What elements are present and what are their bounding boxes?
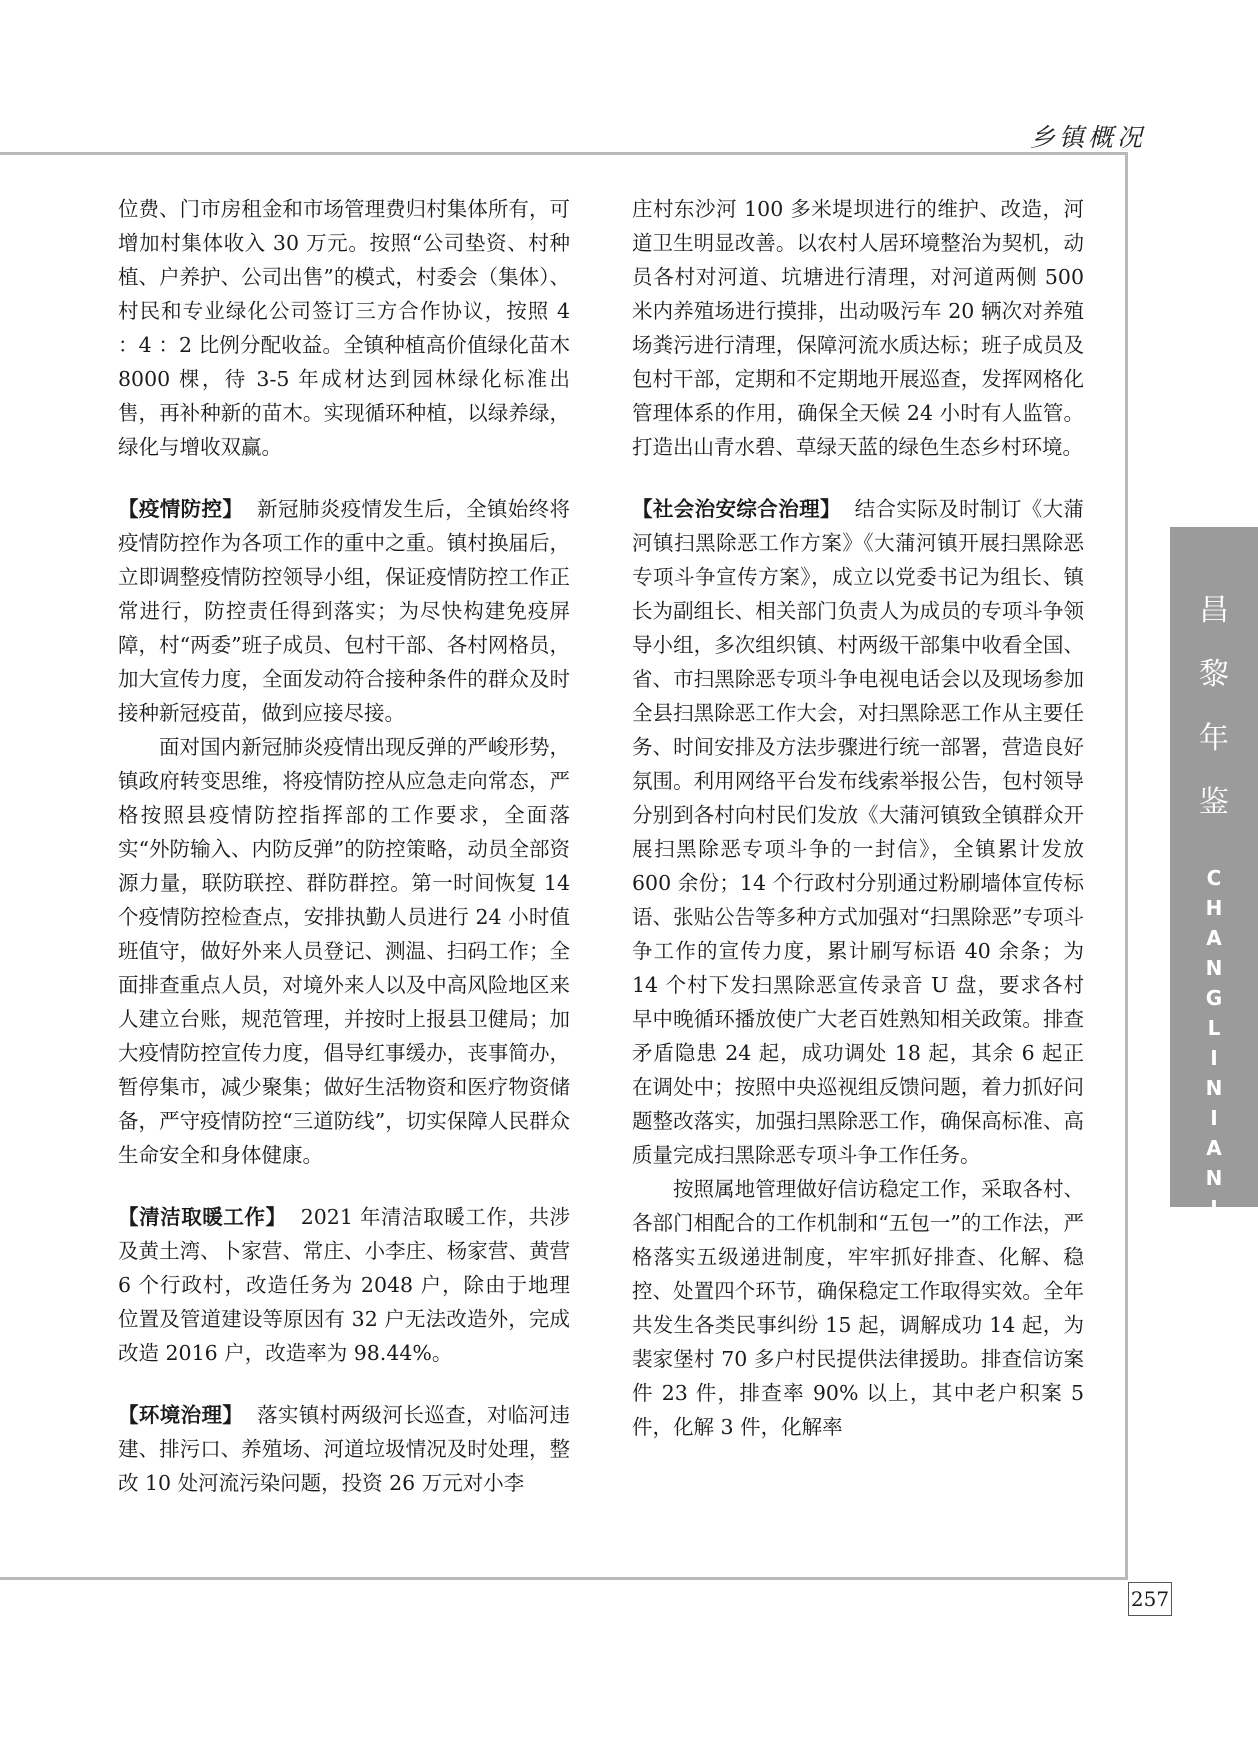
side-tab-en-letter: I: [1210, 1226, 1218, 1250]
side-tab-en-letter: N: [1205, 1166, 1223, 1190]
section-public-security: [632, 492, 1084, 1172]
side-tab-en-letter: J: [1210, 1196, 1218, 1220]
paragraph-environment: 落实镇村两级河长巡查，对临河违建、排污口、养殖场、河道垃圾情况及时处理，整改 10 处河流污染问题，投资 26 万元对小李: [118, 1403, 571, 1495]
side-tab-cn-char: 黎: [1199, 657, 1229, 692]
side-tab-en-letter: A: [1206, 1256, 1222, 1280]
paragraph-public-security-2: 按照属地管理做好信访稳定工作，采取各村、各部门相配合的工作机制和“五包一”的工作法，严格落实五级递进制度，牢牢抓好排查、化解、稳控、处置四个环节，确保稳定工作取得实效。全年共发生各类民事纠纷 15 起，调解成功 14 起，为裴家堡村 70 多户村民提供法律援助。排查信访案件 23 件，排查率 90% 以上，其中老户积案 5 件，化解 3 件，化解率: [632, 1177, 1084, 1439]
side-tab-en-letter: L: [1207, 1016, 1221, 1040]
side-tab-cn-char: 年: [1199, 721, 1229, 756]
paragraph-epidemic-2: 面对国内新冠肺炎疫情出现反弹的严峻形势，镇政府转变思维，将疫情防控从应急走向常态，严格按照县疫情防控指挥部的工作要求，全面落实“外防输入、内防反弹”的防控策略，动员全部资源力量，联防联控、群防群控。第一时间恢复 14 个疫情防控检查点，安排执勤人员进行 24 小时值班值守，做好外来人员登记、测温、扫码工作；全面排查重点人员，对境外来人以及中高风险地区来人建立台账，规范管理，并按时上报县卫健局；加大疫情防控宣传力度，倡导红事缓办，丧事简办，暂停集市，减少聚集；做好生活物资和医疗物资储备，严守疫情防控“三道防线”，切实保障人民群众生命安全和身体健康。: [118, 735, 570, 1167]
side-tab-en-letter: I: [1210, 1046, 1218, 1070]
side-tab-en-letter: I: [1210, 1106, 1218, 1130]
side-tab-en-letter: A: [1206, 1136, 1222, 1160]
paragraph-clean-heating: 2021 年清洁取暖工作，共涉及黄土湾、卜家营、常庄、小李庄、杨家营、黄营 6 个行政村，改造任务为 2048 户，除由于地理位置及管道建设等原因有 32 户无法改造外，完成改造 2016 户，改造率为 98.44%。: [118, 1205, 571, 1365]
side-tab-en-letter: H: [1205, 896, 1223, 920]
side-tab-cn-char: 昌: [1199, 593, 1229, 628]
paragraph-environment-continued: 庄村东沙河 100 多米堤坝进行的维护、改造，河道卫生明显改善。以农村人居环境整治为契机，动员各村对河道、坑塘进行清理，对河道两侧 500 米内养殖场进行摸排，出动吸污车 20 辆次对养殖场粪污进行清理，保障河流水质达标；班子成员及包村干部，定期和不定期地开展巡查，发挥网格化管理体系的作用，确保全天候 24 小时有人监管。打造出山青水碧、草绿天蓝的绿色生态乡村环境。: [632, 197, 1084, 459]
heading-clean-heating: 【清洁取暖工作】: [118, 1205, 287, 1229]
paragraph-greening-income: 位费、门市房租金和市场管理费归村集体所有，可增加村集体收入 30 万元。按照“公司垫资、村种植、户养护、公司出售”的模式，村委会（集体）、村民和专业绿化公司签订三方合作协议，按照 4 ：4 ：2 比例分配收益。全镇种植高价值绿化苗木 8000 棵，待 3-5 年成材达到园林绿化标准出售，再补种新的苗木。实现循环种植，以绿养绿，绿化与增收双赢。: [118, 197, 570, 459]
side-tab-cn-char: 鉴: [1199, 785, 1229, 820]
heading-public-security: 【社会治安综合治理】: [632, 497, 841, 521]
section-epidemic: [118, 492, 570, 730]
side-tab-en-letter: C: [1206, 866, 1222, 890]
page-number: 257: [1128, 1582, 1172, 1616]
section-title: 乡镇概况: [1030, 123, 1147, 152]
section-environment: [118, 1398, 570, 1500]
page-frame-bottom-rule: [0, 1577, 1128, 1580]
side-tab-chinese-title: [1170, 579, 1258, 835]
side-tab-en-letter: G: [1205, 986, 1223, 1010]
side-tab-en-letter: N: [1205, 1076, 1223, 1100]
side-tab-en-letter: N: [1205, 956, 1223, 980]
page-frame-top-rule: [0, 152, 1128, 155]
yearbook-side-tab: [1170, 527, 1258, 1310]
section-clean-heating: [118, 1200, 570, 1370]
side-tab-en-letter: A: [1206, 926, 1222, 950]
heading-epidemic: 【疫情防控】: [118, 497, 244, 521]
page-frame-right-rule: [1125, 152, 1128, 1580]
right-column: [632, 192, 1084, 1444]
paragraph-epidemic-1: 新冠肺炎疫情发生后，全镇始终将疫情防控作为各项工作的重中之重。镇村换届后，立即调整疫情防控领导小组，保证疫情防控工作正常进行，防控责任得到落实；为尽快构建免疫屏障，村“两委”班子成员、包村干部、各村网格员，加大宣传力度，全面发动符合接种条件的群众及时接种新冠疫苗，做到应接尽接。: [118, 497, 571, 725]
side-tab-english-title: [1170, 863, 1258, 1313]
heading-environment: 【环境治理】: [118, 1403, 244, 1427]
paragraph-public-security-1: 结合实际及时制订《大蒲河镇扫黑除恶工作方案》《大蒲河镇开展扫黑除恶专项斗争宣传方案》，成立以党委书记为组长、镇长为副组长、相关部门负责人为成员的专项斗争领导小组，多次组织镇、村两级干部集中收看全国、省、市扫黑除恶专项斗争电视电话会以及现场参加全县扫黑除恶工作大会，对扫黑除恶工作从主要任务、时间安排及方法步骤进行统一部署，营造良好氛围。利用网络平台发布线索举报公告，包村领导分别到各村向村民们发放《大蒲河镇致全镇群众开展扫黑除恶专项斗争的一封信》，全镇累计发放 600 余份；14 个行政村分别通过粉刷墙体宣传标语、张贴公告等多种方式加强对“扫黑除恶”专项斗争工作的宣传力度，累计刷写标语 40 余条；为 14 个村下发扫黑除恶宣传录音 U 盘，要求各村早中晚循环播放使广大老百姓熟知相关政策。排查矛盾隐患 24 起，成功调处 18 起，其余 6 起正在调处中；按照中央巡视组反馈问题，着力抓好问题整改落实，加强扫黑除恶工作，确保高标准、高质量完成扫黑除恶专项斗争工作任务。: [632, 497, 1084, 1167]
side-tab-en-letter: N: [1205, 1286, 1223, 1310]
left-column: [118, 192, 570, 1500]
